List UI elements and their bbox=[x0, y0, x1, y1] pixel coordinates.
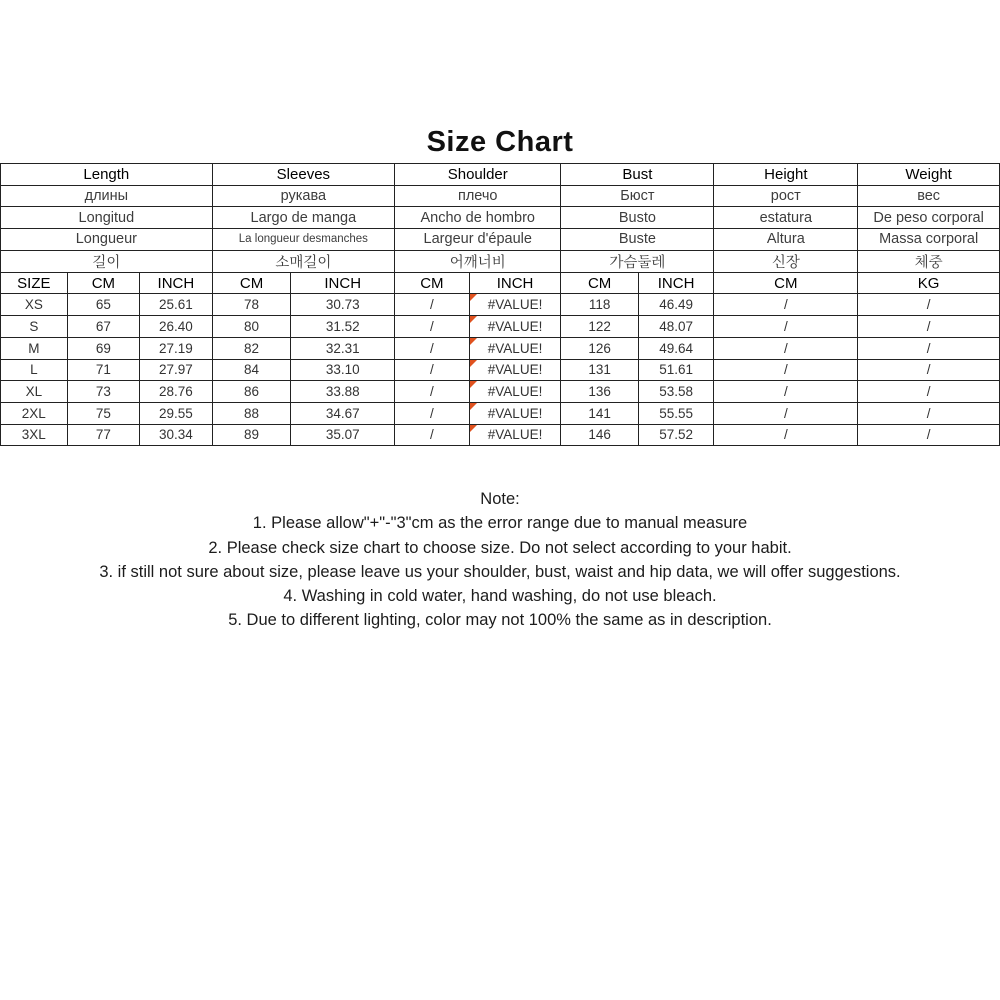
data-cell: 33.88 bbox=[291, 381, 395, 403]
table-row-xs bbox=[1, 294, 1000, 316]
data-cell: / bbox=[395, 402, 470, 424]
data-cell: / bbox=[395, 424, 470, 446]
error-corner-marker bbox=[470, 294, 477, 301]
translation-cell: 가슴둘레 bbox=[561, 250, 714, 272]
data-cell: / bbox=[858, 424, 1000, 446]
note-item: 4. Washing in cold water, hand washing, do not use bleach. bbox=[283, 587, 717, 606]
data-cell: / bbox=[858, 316, 1000, 338]
data-cell: / bbox=[858, 381, 1000, 403]
error-value-cell: #VALUE! bbox=[469, 402, 561, 424]
data-cell: 86 bbox=[212, 381, 291, 403]
unit-header-row bbox=[1, 272, 1000, 294]
group-header-bust: Bust bbox=[561, 164, 714, 186]
size-chart-table bbox=[0, 163, 1000, 446]
group-header-length: Length bbox=[1, 164, 213, 186]
data-cell: / bbox=[714, 337, 858, 359]
translation-cell: Longueur bbox=[1, 229, 213, 251]
error-corner-marker bbox=[470, 381, 477, 388]
error-corner-marker bbox=[470, 425, 477, 432]
data-cell: 67 bbox=[67, 316, 139, 338]
data-cell: / bbox=[714, 402, 858, 424]
size-cell: XL bbox=[1, 381, 68, 403]
data-cell: 131 bbox=[561, 359, 638, 381]
translation-cell: Largeur d'épaule bbox=[395, 229, 561, 251]
translation-row bbox=[1, 229, 1000, 251]
table-row-m bbox=[1, 337, 1000, 359]
translation-cell: длины bbox=[1, 185, 213, 207]
translation-cell: Бюст bbox=[561, 185, 714, 207]
data-cell: 80 bbox=[212, 316, 291, 338]
table-body bbox=[1, 164, 1000, 446]
translation-cell: 길이 bbox=[1, 250, 213, 272]
note-item: 5. Due to different lighting, color may not 100% the same as in description. bbox=[228, 611, 772, 630]
data-cell: 32.31 bbox=[291, 337, 395, 359]
translation-cell: 소매길이 bbox=[212, 250, 394, 272]
translation-cell: Busto bbox=[561, 207, 714, 229]
data-cell: / bbox=[714, 359, 858, 381]
error-corner-marker bbox=[470, 316, 477, 323]
data-cell: 77 bbox=[67, 424, 139, 446]
table-row-s bbox=[1, 316, 1000, 338]
unit-header-cell: CM bbox=[67, 272, 139, 294]
data-cell: 118 bbox=[561, 294, 638, 316]
size-column-header: SIZE bbox=[1, 272, 68, 294]
data-cell: 122 bbox=[561, 316, 638, 338]
data-cell: 126 bbox=[561, 337, 638, 359]
data-cell: 49.64 bbox=[638, 337, 714, 359]
translation-cell: вес bbox=[858, 185, 1000, 207]
error-value-cell: #VALUE! bbox=[469, 424, 561, 446]
translation-cell: Ancho de hombro bbox=[395, 207, 561, 229]
translation-cell: Buste bbox=[561, 229, 714, 251]
group-header-height: Height bbox=[714, 164, 858, 186]
translation-cell: 신장 bbox=[714, 250, 858, 272]
translation-cell: плечо bbox=[395, 185, 561, 207]
data-cell: 84 bbox=[212, 359, 291, 381]
translation-cell: рукава bbox=[212, 185, 394, 207]
data-cell: 48.07 bbox=[638, 316, 714, 338]
translation-row bbox=[1, 185, 1000, 207]
size-cell: S bbox=[1, 316, 68, 338]
group-header-sleeves: Sleeves bbox=[212, 164, 394, 186]
data-cell: / bbox=[714, 381, 858, 403]
note-item: 2. Please check size chart to choose size. Do not select according to your habit. bbox=[208, 538, 792, 557]
translation-cell: Massa corporal bbox=[858, 229, 1000, 251]
data-cell: 28.76 bbox=[140, 381, 213, 403]
data-cell: 46.49 bbox=[638, 294, 714, 316]
table-row-3xl bbox=[1, 424, 1000, 446]
table-row-2xl bbox=[1, 402, 1000, 424]
translation-cell: рост bbox=[714, 185, 858, 207]
data-cell: 146 bbox=[561, 424, 638, 446]
data-cell: / bbox=[395, 359, 470, 381]
data-cell: 30.34 bbox=[140, 424, 213, 446]
data-cell: 71 bbox=[67, 359, 139, 381]
data-cell: 51.61 bbox=[638, 359, 714, 381]
error-corner-marker bbox=[470, 360, 477, 367]
translation-cell: Altura bbox=[714, 229, 858, 251]
error-corner-marker bbox=[470, 403, 477, 410]
data-cell: 30.73 bbox=[291, 294, 395, 316]
data-cell: 26.40 bbox=[140, 316, 213, 338]
data-cell: 82 bbox=[212, 337, 291, 359]
data-cell: / bbox=[858, 294, 1000, 316]
data-cell: 88 bbox=[212, 402, 291, 424]
data-cell: / bbox=[858, 402, 1000, 424]
translation-cell: 어깨너비 bbox=[395, 250, 561, 272]
group-header-shoulder: Shoulder bbox=[395, 164, 561, 186]
unit-header-cell: INCH bbox=[140, 272, 213, 294]
data-cell: 69 bbox=[67, 337, 139, 359]
data-cell: / bbox=[395, 294, 470, 316]
data-cell: 29.55 bbox=[140, 402, 213, 424]
size-cell: 3XL bbox=[1, 424, 68, 446]
translation-row bbox=[1, 207, 1000, 229]
data-cell: 27.97 bbox=[140, 359, 213, 381]
translation-cell: Longitud bbox=[1, 207, 213, 229]
translation-row bbox=[1, 250, 1000, 272]
data-cell: 34.67 bbox=[291, 402, 395, 424]
data-cell: 136 bbox=[561, 381, 638, 403]
unit-header-cell: CM bbox=[714, 272, 858, 294]
data-cell: 53.58 bbox=[638, 381, 714, 403]
data-cell: / bbox=[858, 337, 1000, 359]
size-cell: 2XL bbox=[1, 402, 68, 424]
error-value-cell: #VALUE! bbox=[469, 359, 561, 381]
size-cell: XS bbox=[1, 294, 68, 316]
unit-header-cell: CM bbox=[212, 272, 291, 294]
size-cell: M bbox=[1, 337, 68, 359]
data-cell: 75 bbox=[67, 402, 139, 424]
error-value-cell: #VALUE! bbox=[469, 337, 561, 359]
note-item: 3. if still not sure about size, please leave us your shoulder, bust, waist and hip data, we will offer suggestions. bbox=[99, 562, 901, 581]
translation-cell: La longueur desmanches bbox=[212, 229, 394, 251]
unit-header-cell: INCH bbox=[469, 272, 561, 294]
translation-cell: Largo de manga bbox=[212, 207, 394, 229]
data-cell: 89 bbox=[212, 424, 291, 446]
translation-cell: 체중 bbox=[858, 250, 1000, 272]
translation-cell: estatura bbox=[714, 207, 858, 229]
data-cell: 78 bbox=[212, 294, 291, 316]
data-cell: / bbox=[395, 316, 470, 338]
data-cell: 65 bbox=[67, 294, 139, 316]
data-cell: 57.52 bbox=[638, 424, 714, 446]
group-header-row bbox=[1, 164, 1000, 186]
data-cell: / bbox=[714, 424, 858, 446]
error-value-cell: #VALUE! bbox=[469, 381, 561, 403]
data-cell: 35.07 bbox=[291, 424, 395, 446]
data-cell: / bbox=[395, 381, 470, 403]
page-title: Size Chart bbox=[426, 126, 574, 158]
data-cell: 25.61 bbox=[140, 294, 213, 316]
data-cell: 55.55 bbox=[638, 402, 714, 424]
unit-header-cell: INCH bbox=[291, 272, 395, 294]
note-block bbox=[0, 487, 1000, 633]
group-header-weight: Weight bbox=[858, 164, 1000, 186]
error-corner-marker bbox=[470, 338, 477, 345]
data-cell: / bbox=[858, 359, 1000, 381]
table-row-l bbox=[1, 359, 1000, 381]
data-cell: / bbox=[714, 316, 858, 338]
error-value-cell: #VALUE! bbox=[469, 316, 561, 338]
translation-cell: De peso corporal bbox=[858, 207, 1000, 229]
table-row-xl bbox=[1, 381, 1000, 403]
unit-header-cell: KG bbox=[858, 272, 1000, 294]
data-cell: / bbox=[714, 294, 858, 316]
data-cell: 31.52 bbox=[291, 316, 395, 338]
unit-header-cell: INCH bbox=[638, 272, 714, 294]
data-cell: 27.19 bbox=[140, 337, 213, 359]
error-value-cell: #VALUE! bbox=[469, 294, 561, 316]
note-item: 1. Please allow"+"-"3"cm as the error range due to manual measure bbox=[252, 514, 748, 533]
unit-header-cell: CM bbox=[561, 272, 638, 294]
data-cell: / bbox=[395, 337, 470, 359]
data-cell: 33.10 bbox=[291, 359, 395, 381]
unit-header-cell: CM bbox=[395, 272, 470, 294]
data-cell: 73 bbox=[67, 381, 139, 403]
note-heading: Note: bbox=[480, 490, 520, 508]
data-cell: 141 bbox=[561, 402, 638, 424]
size-cell: L bbox=[1, 359, 68, 381]
